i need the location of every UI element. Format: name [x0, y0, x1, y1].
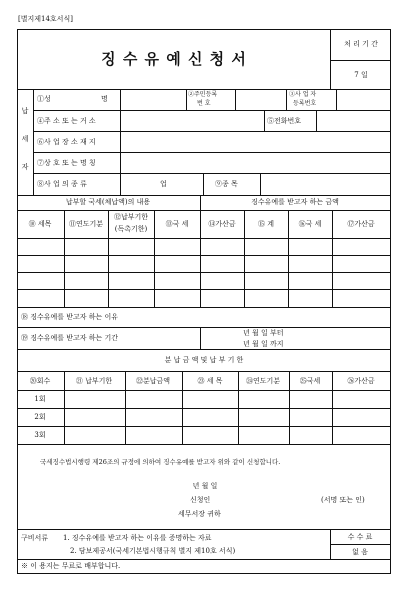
installment-charge-header: ㉖가산금	[347, 377, 375, 385]
applicant-name-field[interactable]	[218, 493, 316, 506]
installment-year-header: ㉔연도기분	[245, 377, 281, 385]
address-field[interactable]	[121, 111, 264, 131]
rrn-label: ②주민등록	[188, 91, 218, 98]
biz-reg-label: ③사 업 자	[289, 91, 317, 98]
category-label: ⑨종 목	[215, 180, 238, 188]
form-number-label: [별지제14호서식]	[18, 15, 73, 23]
addressee: 세무서장 귀하	[178, 510, 221, 518]
category-field[interactable]	[261, 174, 391, 195]
national-tax-header: ⑬국 세	[165, 220, 189, 228]
tax-row[interactable]	[18, 290, 391, 307]
installments-title: 분 납 금 액 및 납 부 기 한	[164, 356, 244, 364]
name-label-suffix: 명	[101, 95, 108, 103]
installment-due-header: ㉑ 납부기한	[75, 377, 113, 385]
name-label: ①성	[37, 95, 51, 103]
installment-row-label: 2회	[34, 413, 46, 421]
attachment-item-1: 1. 징수유예를 받고자 하는 이유를 증명하는 자료	[63, 534, 212, 542]
installment-row[interactable]	[65, 409, 391, 426]
taxpayer-side-label-2: 세	[21, 135, 29, 143]
tax-row[interactable]	[18, 239, 391, 255]
tax-due-section-title: 납부할 국세(체납액)의 내용	[65, 198, 151, 206]
trade-name-label: ⑦상 호 또 는 명 칭	[37, 159, 96, 167]
address-label: ④주 소 또 는 거 소	[37, 117, 96, 125]
rrn-field[interactable]	[236, 90, 286, 110]
rrn-label-line2: 번 호	[197, 100, 211, 107]
processing-period-value: 7 일	[354, 71, 368, 79]
deferral-tax-header: ⑯국 세	[298, 220, 322, 228]
fee-label: 수 수 료	[347, 533, 373, 541]
deferral-amount-section-title: 징수유예를 받고자 하는 금액	[251, 198, 339, 206]
deferral-charge-header: ⑰가산금	[347, 220, 375, 228]
name-field[interactable]	[121, 90, 186, 110]
processing-period-label: 처 리 기 간	[344, 40, 378, 48]
installment-national-tax-header: ㉕국세	[299, 377, 321, 385]
free-distribution-note: ※ 이 용지는 무료로 배부합니다.	[21, 562, 121, 570]
period-start: 년 월 일 부터	[243, 329, 284, 337]
business-type-mid-label: 업	[160, 180, 167, 188]
phone-field[interactable]	[317, 111, 391, 131]
additional-charge-header: ⑭가산금	[208, 220, 236, 228]
attachment-item-2: 2. 담보제공서(국세기본법시행규칙 별지 제10호 서식)	[70, 547, 236, 555]
reason-label: ⑱ 징수유예를 받고자 하는 이유	[21, 313, 119, 321]
form-title: 징 수 유 예 신 청 서	[101, 50, 247, 68]
taxpayer-side-label-3: 자	[21, 163, 29, 171]
tax-item-header: ⑩ 세목	[28, 220, 52, 228]
biz-reg-field[interactable]	[337, 90, 391, 110]
business-type-label: ⑧사 업 의 종 류	[37, 180, 87, 188]
total-header: ⑮ 계	[258, 220, 274, 228]
workplace-label: ⑥사 업 장 소 재 지	[37, 138, 96, 146]
period-end: 년 월 일 까지	[243, 340, 284, 348]
installment-row-label: 1회	[34, 395, 46, 403]
fee-value: 없 음	[352, 548, 368, 556]
attachments-label: 구비서류	[21, 534, 49, 542]
due-date-header: ⑫납부기한	[113, 213, 149, 221]
biz-reg-label-line2: 등록번호	[293, 100, 317, 107]
application-statement: 국세징수법시행령 제26조의 규정에 의하여 징수유예를 받고자 위와 같이 신청합니다.	[40, 458, 281, 466]
tax-row[interactable]	[18, 273, 391, 289]
application-date: 년 월 일	[192, 482, 218, 490]
installment-tax-item-header: ㉓ 세 목	[197, 377, 223, 385]
installment-row[interactable]	[65, 427, 391, 444]
signature-label: (서명 또는 인)	[321, 496, 365, 504]
trade-name-field[interactable]	[121, 153, 391, 173]
period-label: ⑲ 징수유예를 받고자 하는 기간	[21, 334, 119, 342]
tax-year-header: ⑪연도기분	[68, 220, 104, 228]
phone-label: ⑤전화번호	[267, 117, 302, 125]
taxpayer-side-label-1: 납	[21, 107, 29, 115]
installment-row[interactable]	[65, 391, 391, 408]
applicant-label: 신청인	[190, 496, 211, 504]
demand-date-header: (독촉기한)	[114, 225, 148, 233]
business-type-field[interactable]	[121, 174, 157, 195]
installment-amount-header: ㉒분납금액	[135, 377, 171, 385]
workplace-field[interactable]	[121, 132, 391, 152]
installment-count-header: ⑳회수	[29, 377, 51, 385]
tax-row[interactable]	[18, 256, 391, 272]
reason-field[interactable]	[201, 308, 391, 327]
installment-row-label: 3회	[34, 431, 46, 439]
